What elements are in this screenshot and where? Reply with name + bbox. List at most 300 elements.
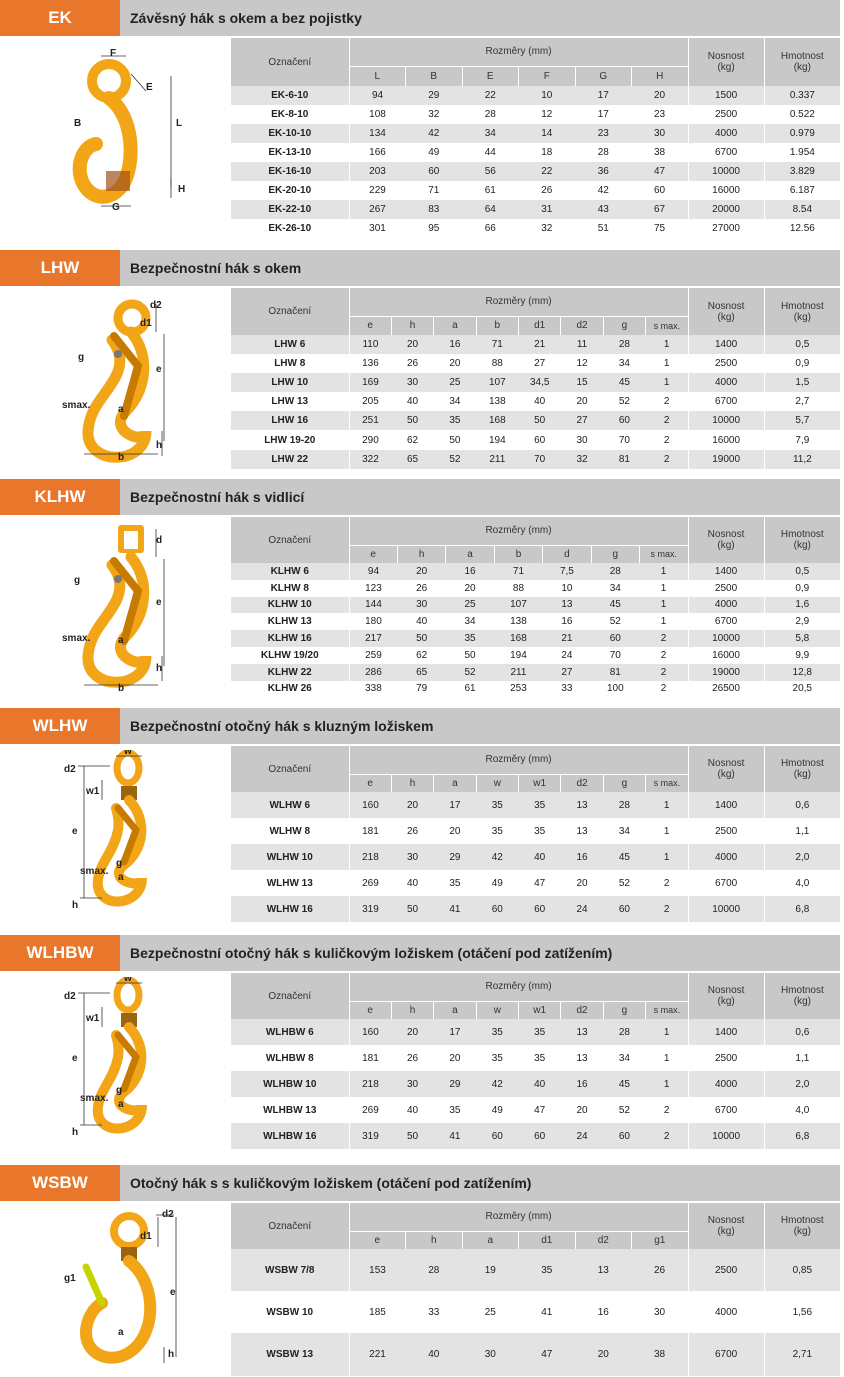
cell-value: 50 [391,411,433,430]
col-header-designation: Označení [231,746,349,792]
cell-value: 0,85 [764,1249,840,1291]
cell-value: 205 [349,392,391,411]
cell-value: 2,9 [764,613,840,630]
cell-value: 17 [575,105,632,124]
table-row [231,613,840,630]
table-row [231,563,840,580]
dimension-label: h [168,1349,175,1360]
cell-value: 60 [519,1123,561,1149]
table-row [231,392,840,411]
cell-value: 16 [434,335,476,354]
cell-value: 20 [632,86,689,105]
cell-value: 34 [446,613,494,630]
cell-value: 34,5 [519,373,561,392]
cell-value: 60 [476,896,518,922]
cell-designation: EK-16-10 [231,162,349,181]
cell-value: 19000 [688,450,764,469]
cell-value: 107 [476,373,518,392]
cell-designation: WLHW 6 [231,792,349,818]
table-row [231,818,840,844]
product-code: WSBW [0,1165,120,1201]
table-row [231,450,840,469]
cell-designation: KLHW 16 [231,630,349,647]
hook-drawing [6,521,192,696]
cell-value: 134 [349,124,406,143]
col-header-dim: e [349,316,391,335]
cell-value: 16000 [688,181,764,200]
cell-value: 3.829 [764,162,840,181]
dimension-table [231,973,840,1149]
table-row [231,792,840,818]
cell-value: 160 [349,792,391,818]
col-header-weight [764,517,840,563]
cell-value: 166 [349,143,406,162]
cell-value: 6700 [688,1333,764,1375]
col-header-dim: w [476,1001,518,1019]
table-row [231,1045,840,1071]
section-header [0,479,844,515]
cell-value: 52 [434,450,476,469]
section-header [0,935,844,971]
cell-value: 88 [494,580,542,597]
cell-value: 2 [646,896,688,922]
weight-unit: (kg) [793,996,811,1007]
cell-value: 40 [406,1333,463,1375]
section-title: Bezpečnostní hák s vidlicí [120,479,840,515]
cell-value: 18 [519,143,576,162]
cell-value: 4000 [688,844,764,870]
dimension-label: g [78,352,85,363]
cell-value: 67 [632,200,689,219]
hook-drawing [6,1207,192,1372]
cell-value: 20 [391,792,433,818]
cell-value: 251 [349,411,391,430]
cell-value: 1 [646,818,688,844]
cell-designation: KLHW 19/20 [231,647,349,664]
cell-value: 25 [434,373,476,392]
cell-value: 34 [462,124,519,143]
hook-drawing [6,750,192,915]
hook-diagram [6,521,192,696]
cell-value: 6700 [688,143,764,162]
col-header-weight [764,288,840,335]
cell-value: 42 [476,844,518,870]
cell-designation: WSBW 7/8 [231,1249,349,1291]
col-header-designation: Označení [231,517,349,563]
cell-value: 20 [434,1045,476,1071]
cell-value: 35 [519,1019,561,1045]
table-row [231,219,840,238]
col-header-dim: b [476,316,518,335]
cell-value: 62 [391,430,433,449]
cell-value: 20 [561,870,603,896]
cell-value: 123 [349,580,397,597]
dimension-label: w [124,750,132,757]
cell-designation: KLHW 6 [231,563,349,580]
cell-value: 50 [391,1123,433,1149]
cell-value: 1 [646,335,688,354]
cell-value: 13 [561,818,603,844]
cell-value: 21 [543,630,591,647]
dimension-label: d [156,535,163,546]
cell-value: 35 [519,792,561,818]
dimension-label: a [118,1327,124,1338]
cell-value: 52 [603,870,645,896]
cell-value: 75 [632,219,689,238]
cell-value: 1 [646,792,688,818]
cell-value: 32 [519,219,576,238]
cell-value: 153 [349,1249,406,1291]
table-row [231,430,840,449]
dimension-label: d2 [64,764,76,775]
col-header-capacity [688,746,764,792]
cell-value: 319 [349,896,391,922]
dimension-line [131,74,146,91]
col-header-dim: h [391,1001,433,1019]
cell-value: 26500 [688,681,764,698]
table-row [231,1071,840,1097]
col-header-dim: B [406,66,463,86]
cell-value: 10 [543,580,591,597]
weight-label: Hmotnost [780,300,824,312]
cell-value: 6700 [688,392,764,411]
cell-value: 42 [476,1071,518,1097]
cell-value: 56 [462,162,519,181]
cell-value: 38 [632,143,689,162]
cell-value: 30 [397,597,445,614]
cell-value: 49 [476,1097,518,1123]
cell-value: 25 [462,1291,519,1333]
cell-value: 2 [640,647,688,664]
col-header-dimensions: Rozměry (mm) [349,517,688,545]
col-header-dim: L [349,66,406,86]
cell-value: 31 [519,200,576,219]
col-header-dim: e [349,774,391,792]
product-code: LHW [0,250,120,286]
cell-value: 1 [646,1071,688,1097]
cell-value: 88 [476,354,518,373]
table-row [231,647,840,664]
cell-value: 19000 [688,664,764,681]
cell-value: 60 [406,162,463,181]
swivel-eye [117,753,139,783]
cell-value: 35 [519,1045,561,1071]
col-header-dim: H [632,66,689,86]
weight-label: Hmotnost [780,529,824,540]
cell-value: 35 [476,1045,518,1071]
cell-value: 4,0 [764,1097,840,1123]
cell-value: 50 [391,896,433,922]
cell-value: 1400 [688,563,764,580]
col-header-dim: g [591,545,639,563]
cell-value: 45 [603,1071,645,1097]
cell-value: 28 [575,143,632,162]
col-header-dim: e [349,1231,406,1249]
cell-value: 30 [391,844,433,870]
clevis-slot [124,531,138,549]
hook-diagram [6,750,192,915]
cell-value: 290 [349,430,391,449]
table-row [231,200,840,219]
cell-value: 1400 [688,792,764,818]
dimension-label: smax. [80,1093,109,1104]
dimension-label: g [116,858,123,869]
cell-value: 7,5 [543,563,591,580]
cell-designation: KLHW 8 [231,580,349,597]
cell-value: 35 [519,1249,576,1291]
dimension-label: d2 [162,1209,174,1220]
cell-value: 26 [519,181,576,200]
col-header-dim: s max. [646,316,688,335]
table-row [231,1123,840,1149]
cell-designation: EK-13-10 [231,143,349,162]
cell-value: 28 [591,563,639,580]
cell-value: 168 [494,630,542,647]
dimension-label: a [118,872,124,883]
cell-value: 50 [519,411,561,430]
cell-value: 2 [646,1097,688,1123]
col-header-dim: g [603,774,645,792]
cell-value: 338 [349,681,397,698]
col-header-dim: G [575,66,632,86]
cell-value: 4000 [688,1071,764,1097]
dimension-label: d2 [64,991,76,1002]
col-header-dim: h [391,316,433,335]
cell-value: 1 [646,354,688,373]
cell-value: 6700 [688,870,764,896]
capacity-unit: (kg) [717,769,735,780]
cell-value: 60 [519,896,561,922]
cell-value: 10000 [688,1123,764,1149]
dimension-label: a [118,404,124,415]
cell-value: 13 [561,792,603,818]
col-header-dim: s max. [646,774,688,792]
cell-value: 229 [349,181,406,200]
col-header-capacity [688,288,764,335]
cell-value: 194 [476,430,518,449]
dimension-label: e [72,1053,78,1064]
cell-value: 62 [397,647,445,664]
cell-value: 35 [434,1097,476,1123]
col-header-designation: Označení [231,1203,349,1249]
cell-value: 6700 [688,613,764,630]
cell-designation: WLHBW 10 [231,1071,349,1097]
cell-value: 15 [561,373,603,392]
cell-value: 24 [543,647,591,664]
section-title: Bezpečnostní otočný hák s kuličkovým ložiskem (otáčení pod zatížením) [120,935,840,971]
cell-value: 1 [640,613,688,630]
dimension-label: smax. [62,400,91,411]
capacity-label: Nosnost [707,985,745,996]
table-row [231,335,840,354]
cell-value: 1 [640,597,688,614]
cell-value: 40 [391,392,433,411]
cell-value: 61 [462,181,519,200]
weight-unit: (kg) [793,1226,811,1237]
col-header-designation: Označení [231,38,349,86]
cell-value: 35 [434,411,476,430]
cell-value: 35 [446,630,494,647]
dimension-label: w1 [86,786,100,797]
cell-value: 35 [476,1019,518,1045]
capacity-unit: (kg) [717,311,735,323]
cell-value: 29 [434,844,476,870]
cell-value: 81 [603,450,645,469]
cell-value: 0,9 [764,354,840,373]
cell-value: 26 [391,1045,433,1071]
cell-designation: EK-22-10 [231,200,349,219]
col-header-dim: g [603,1001,645,1019]
cell-value: 49 [406,143,463,162]
cell-value: 20 [561,1097,603,1123]
cell-value: 14 [519,124,576,143]
cell-value: 24 [561,896,603,922]
cell-value: 29 [406,86,463,105]
cell-value: 30 [632,1291,689,1333]
cell-value: 47 [519,870,561,896]
table-row [231,896,840,922]
cell-value: 4000 [688,597,764,614]
cell-value: 7,9 [764,430,840,449]
cell-value: 71 [494,563,542,580]
cell-value: 168 [476,411,518,430]
latch-pin [114,350,122,358]
cell-value: 41 [519,1291,576,1333]
cell-designation: WLHBW 13 [231,1097,349,1123]
cell-value: 95 [406,219,463,238]
cell-value: 52 [603,392,645,411]
cell-designation: WSBW 10 [231,1291,349,1333]
cell-value: 40 [391,1097,433,1123]
cell-value: 1,56 [764,1291,840,1333]
cell-value: 13 [561,1019,603,1045]
cell-value: 5,8 [764,630,840,647]
cell-value: 2,0 [764,844,840,870]
cell-value: 34 [591,580,639,597]
dimension-label: h [156,440,163,451]
cell-value: 13 [543,597,591,614]
dimension-label: e [156,597,162,608]
dimension-label: e [170,1287,176,1298]
col-header-dim: d2 [561,1001,603,1019]
cell-value: 2 [646,411,688,430]
cell-value: 33 [543,681,591,698]
cell-value: 2,0 [764,1071,840,1097]
dimension-label: e [72,826,78,837]
cell-value: 16 [446,563,494,580]
cell-value: 2 [646,870,688,896]
cell-value: 26 [391,818,433,844]
cell-value: 20 [391,335,433,354]
dimension-label: d2 [150,300,162,311]
table-row [231,86,840,105]
col-header-dim: E [462,66,519,86]
cell-value: 9,9 [764,647,840,664]
col-header-capacity [688,38,764,86]
cell-value: 52 [603,1097,645,1123]
cell-value: 16 [543,613,591,630]
cell-value: 51 [575,219,632,238]
weight-unit: (kg) [793,62,811,73]
section-header [0,1165,844,1201]
cell-value: 44 [462,143,519,162]
dimension-label: B [74,118,82,129]
cell-designation: WLHW 10 [231,844,349,870]
cell-value: 20000 [688,200,764,219]
cell-value: 47 [519,1097,561,1123]
cell-value: 1 [646,1019,688,1045]
cell-designation: EK-20-10 [231,181,349,200]
cell-value: 70 [591,647,639,664]
cell-value: 22 [519,162,576,181]
col-header-dim: g [603,316,645,335]
cell-value: 30 [391,1071,433,1097]
section-title: Otočný hák s s kuličkovým ložiskem (otáčení pod zatížením) [120,1165,840,1201]
cell-value: 40 [397,613,445,630]
cell-value: 52 [446,664,494,681]
cell-value: 65 [391,450,433,469]
table-row [231,630,840,647]
cell-value: 1,6 [764,597,840,614]
cell-value: 20,5 [764,681,840,698]
col-header-dim: d1 [519,316,561,335]
table-row [231,124,840,143]
cell-value: 108 [349,105,406,124]
dimension-label: d1 [140,1231,152,1242]
cell-value: 40 [519,1071,561,1097]
section-header [0,0,844,36]
cell-value: 110 [349,335,391,354]
cell-value: 6,8 [764,1123,840,1149]
cell-value: 28 [406,1249,463,1291]
cell-value: 60 [603,896,645,922]
cell-value: 22 [462,86,519,105]
cell-designation: WLHBW 6 [231,1019,349,1045]
cell-value: 45 [603,844,645,870]
cell-value: 20 [434,354,476,373]
cell-value: 20 [397,563,445,580]
cell-designation: WLHW 13 [231,870,349,896]
cell-value: 41 [434,896,476,922]
cell-value: 40 [519,392,561,411]
cell-value: 25 [446,597,494,614]
cell-value: 6.187 [764,181,840,200]
capacity-unit: (kg) [717,540,735,551]
product-code: WLHW [0,708,120,744]
col-header-dim: a [434,774,476,792]
cell-value: 185 [349,1291,406,1333]
cell-value: 35 [434,870,476,896]
cell-value: 11 [561,335,603,354]
dimension-label: g1 [64,1273,76,1284]
cell-value: 10000 [688,896,764,922]
cell-value: 4000 [688,373,764,392]
cell-value: 2500 [688,1249,764,1291]
cell-value: 28 [603,335,645,354]
col-header-dim: h [397,545,445,563]
cell-value: 94 [349,563,397,580]
safety-latch [86,1267,102,1303]
cell-value: 17 [575,86,632,105]
col-header-dim: d1 [519,1231,576,1249]
col-header-dim: e [349,545,397,563]
hook-drawing [6,977,192,1142]
cell-value: 36 [575,162,632,181]
section-title: Bezpečnostní hák s okem [120,250,840,286]
cell-value: 20 [575,1333,632,1375]
cell-value: 12.56 [764,219,840,238]
table-row [231,411,840,430]
